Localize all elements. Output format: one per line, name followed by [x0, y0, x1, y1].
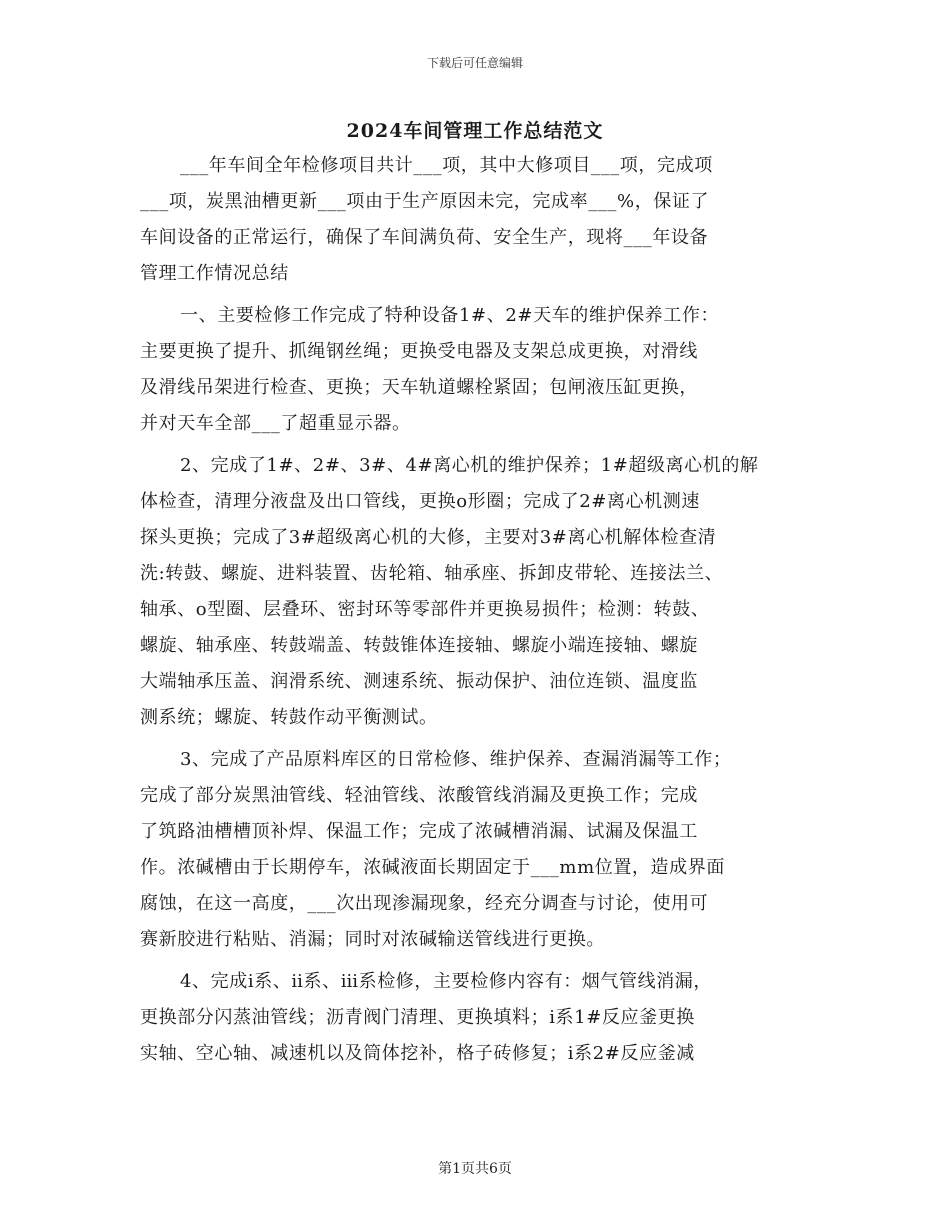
text-line: 2、完成了1#、2#、3#、4#离心机的维护保养；1#超级离心机的解 — [180, 455, 759, 476]
page-number: 第1页共6页 — [438, 1161, 512, 1177]
text-line: 了筑路油槽槽顶补焊、保温工作；完成了浓碱槽消漏、试漏及保温工 — [140, 821, 698, 842]
text-line: 洗:转鼓、螺旋、进料装置、齿轮箱、轴承座、拆卸皮带轮、连接法兰、 — [140, 563, 724, 584]
text-line: 管理工作情况总结 — [140, 263, 289, 284]
text-line: ___年车间全年检修项目共计___项，其中大修项目___项，完成项 — [180, 155, 713, 176]
paragraph — [140, 448, 830, 736]
text-line: 并对天车全部___了超重显示器。 — [140, 413, 411, 434]
text-line: 车间设备的正常运行，确保了车间满负荷、安全生产，现将___年设备 — [140, 227, 709, 248]
header-note: 下载后可任意编辑 — [426, 56, 523, 70]
document-body — [140, 148, 830, 1078]
text-line: 完成了部分炭黑油管线、轻油管线、浓酸管线消漏及更换工作；完成 — [140, 785, 698, 806]
document-title: 2024车间管理工作总结范文 — [346, 120, 604, 142]
paragraph — [140, 148, 830, 292]
text-line: 螺旋、轴承座、转鼓端盖、转鼓锥体连接轴、螺旋小端连接轴、螺旋 — [140, 635, 698, 656]
text-line: 主要更换了提升、抓绳钢丝绳；更换受电器及支架总成更换，对滑线 — [140, 341, 698, 362]
text-line: 体检查，清理分液盘及出口管线，更换o形圈；完成了2#离心机测速 — [140, 491, 700, 512]
text-line: 大端轴承压盖、润滑系统、测速系统、振动保护、油位连锁、温度监 — [140, 671, 698, 692]
text-line: 测系统；螺旋、转鼓作动平衡测试。 — [140, 707, 438, 728]
paragraph — [140, 742, 830, 958]
text-line: 作。浓碱槽由于长期停车，浓碱液面长期固定于___mm位置，造成界面 — [140, 857, 725, 878]
text-line: 探头更换；完成了3#超级离心机的大修，主要对3#离心机解体检查清 — [140, 527, 717, 548]
text-line: 4、完成ⅰ系、ⅱ系、ⅲ系检修，主要检修内容有：烟气管线消漏， — [180, 971, 712, 992]
text-line: ___项，炭黑油槽更新___项由于生产原因未完，完成率___%，保证了 — [140, 191, 710, 212]
text-line: 一、主要检修工作完成了特种设备1#、2#天车的维护保养工作： — [180, 305, 720, 326]
paragraph — [140, 298, 830, 442]
text-line: 更换部分闪蒸油管线；沥青阀门清理、更换填料；ⅰ系1#反应釜更换 — [140, 1007, 695, 1028]
text-line: 赛新胶进行粘贴、消漏；同时对浓碱输送管线进行更换。 — [140, 929, 605, 950]
text-line: 轴承、o型圈、层叠环、密封环等零部件并更换易损件；检测：转鼓、 — [140, 599, 710, 620]
text-line: 及滑线吊架进行检查、更换；天车轨道螺栓紧固；包闸液压缸更换， — [140, 377, 698, 398]
paragraph — [140, 964, 830, 1072]
text-line: 3、完成了产品原料库区的日常检修、维护保养、查漏消漏等工作； — [180, 749, 732, 770]
text-line: 实轴、空心轴、减速机以及筒体挖补，格子砖修复；ⅰ系2#反应釜减 — [140, 1043, 695, 1064]
text-line: 腐蚀，在这一高度，___次出现渗漏现象，经充分调查与讨论，使用可 — [140, 893, 709, 914]
